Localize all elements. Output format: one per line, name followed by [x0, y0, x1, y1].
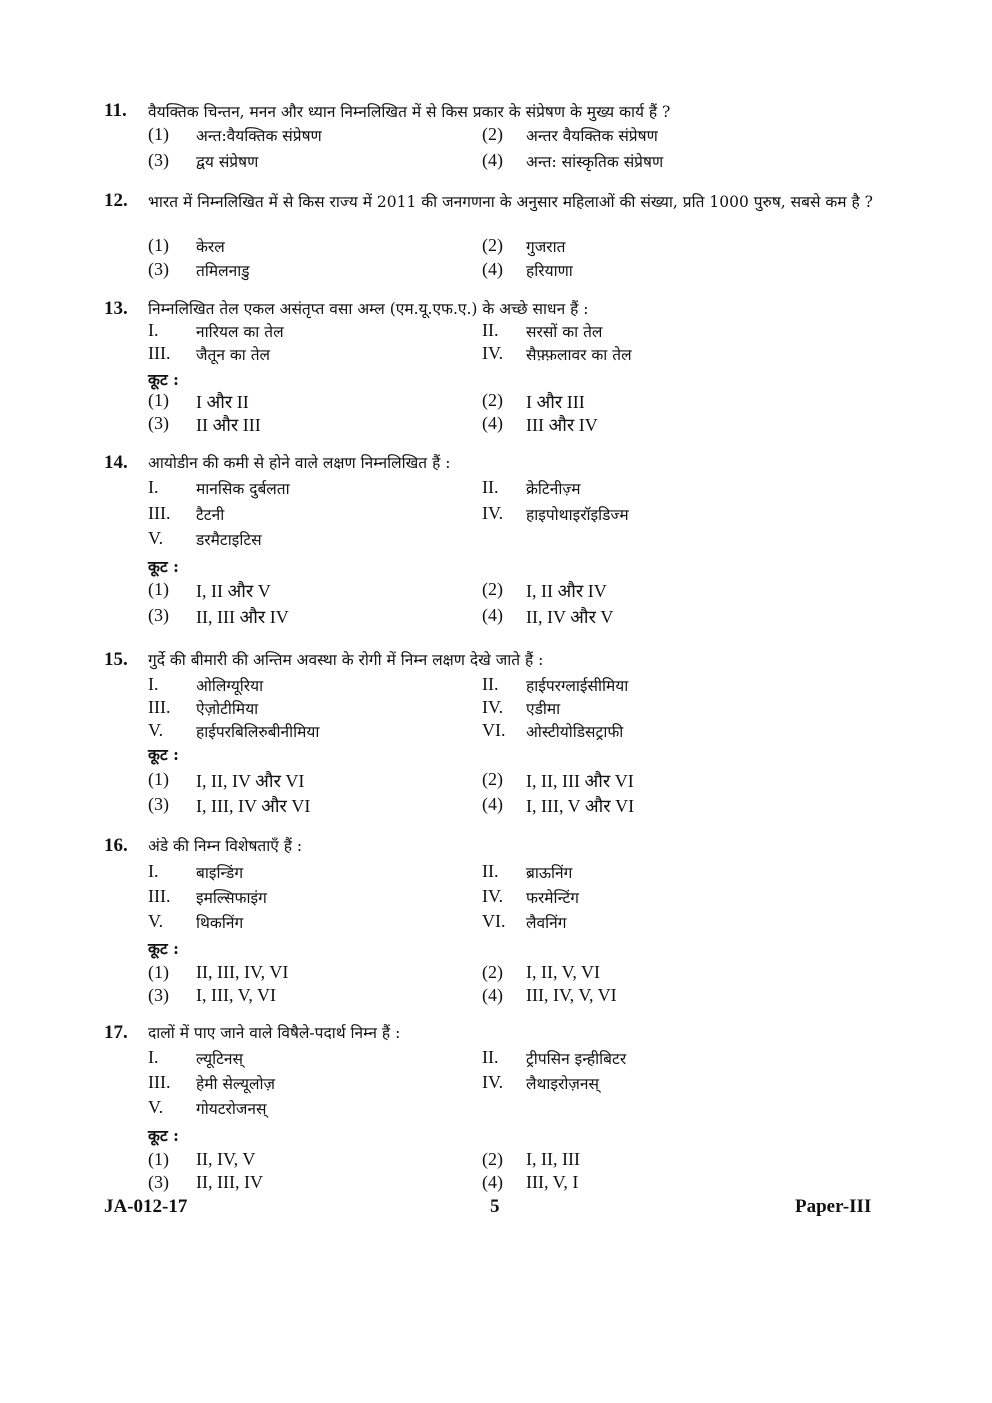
option-text: अन्त:वैयक्तिक संप्रेषण: [196, 127, 322, 145]
item-text: गोयटरोजनस्: [196, 1100, 267, 1118]
item-text: बाइन्डिंग: [196, 864, 244, 882]
option-label: (4): [482, 605, 503, 625]
question-text: निम्नलिखित तेल एकल असंतृप्त वसा अम्ल (एम.यू.एफ.ए.) के अच्छे साधन हैं :: [148, 300, 589, 318]
option-label: (3): [148, 605, 169, 625]
item-text: ओलिग्यूरिया: [196, 677, 264, 695]
item-text: जैतून का तेल: [196, 346, 271, 364]
item-label: IV.: [482, 503, 504, 523]
item-text: ट्रीपसिन इन्हीबिटर: [526, 1050, 627, 1068]
item-text: नारियल का तेल: [196, 323, 284, 341]
question-number: 14.: [104, 452, 128, 473]
item-label: II.: [482, 320, 499, 340]
options-row: [148, 413, 884, 437]
item-text: ओस्टीयोडिसट्राफी: [526, 723, 624, 741]
items-row: [148, 1047, 884, 1071]
page-number: 5: [490, 1196, 500, 1217]
options-row: [148, 794, 884, 818]
items-row: [148, 720, 884, 744]
koot-label: कूट :: [148, 370, 179, 389]
item-label: IV.: [482, 1072, 504, 1092]
option-text: केरल: [196, 238, 225, 256]
item-text: हाइपोथाइरॉइडिज्म: [526, 506, 629, 524]
question-text: अंडे की निम्न विशेषताएँ हैं :: [148, 837, 303, 855]
item-text: ब्राऊनिंग: [526, 864, 573, 882]
options-row: [148, 259, 884, 283]
item-text: टैटनी: [196, 506, 225, 524]
item-text: ल्यूटिनस्: [196, 1050, 243, 1068]
question-number: 16.: [104, 835, 128, 856]
items-row: [148, 343, 884, 367]
option-label: (2): [482, 124, 503, 144]
option-label: (2): [482, 769, 503, 789]
option-text: III, IV, V, VI: [526, 985, 617, 1005]
option-text: I, II, IV और VI: [196, 771, 305, 791]
option-text: I, II, V, VI: [526, 962, 601, 982]
option-label: (4): [482, 794, 503, 814]
option-text: II, IV, V: [196, 1149, 256, 1169]
items-row: [148, 911, 884, 935]
question-text: आयोडीन की कमी से होने वाले लक्षण निम्नलिखित हैं :: [148, 454, 451, 472]
option-text: I और III: [526, 392, 585, 412]
item-label: III.: [148, 697, 171, 717]
option-label: (3): [148, 150, 169, 170]
options-row: [148, 1172, 884, 1196]
item-label: III.: [148, 343, 171, 363]
option-label: (4): [482, 413, 503, 433]
item-label: I.: [148, 477, 159, 497]
option-text: I और II: [196, 392, 249, 412]
option-text: II, III और IV: [196, 607, 289, 627]
option-text: III, V, I: [526, 1172, 579, 1192]
option-label: (3): [148, 1172, 169, 1192]
items-row: [148, 503, 884, 527]
option-text: II, IV और V: [526, 607, 614, 627]
item-text: डरमैटाइटिस: [196, 531, 262, 549]
item-label: IV.: [482, 886, 504, 906]
option-label: (1): [148, 769, 169, 789]
options-row: [148, 769, 884, 793]
item-label: III.: [148, 886, 171, 906]
option-label: (1): [148, 124, 169, 144]
option-label: (1): [148, 1149, 169, 1169]
question-number: 15.: [104, 649, 128, 670]
option-label: (4): [482, 150, 503, 170]
item-label: I.: [148, 1047, 159, 1067]
item-text: थिकनिंग: [196, 914, 244, 932]
option-text: II, III, IV: [196, 1172, 263, 1192]
options-row: [148, 124, 884, 148]
items-row: [148, 1097, 884, 1121]
paper-label: Paper-III: [795, 1196, 872, 1217]
paper-code: JA-012-17: [104, 1196, 188, 1217]
koot-label: कूट :: [148, 745, 179, 764]
item-text: हेमी सेल्यूलोज़: [196, 1075, 276, 1093]
option-text: I, II, III: [526, 1149, 580, 1169]
question-number: 17.: [104, 1022, 128, 1043]
item-label: IV.: [482, 697, 504, 717]
option-text: I, III, V और VI: [526, 796, 635, 816]
item-text: सैफ़्फ़लावर का तेल: [526, 346, 632, 364]
item-text: सरसों का तेल: [526, 323, 603, 341]
item-label: V.: [148, 911, 164, 931]
option-label: (2): [482, 1149, 503, 1169]
options-row: [148, 150, 884, 174]
options-row: [148, 235, 884, 259]
item-label: V.: [148, 1097, 164, 1117]
options-row: [148, 985, 884, 1009]
question-number: 12.: [104, 190, 128, 211]
item-text: मानसिक दुर्बलता: [196, 480, 290, 498]
question-text: गुर्दे की बीमारी की अन्तिम अवस्था के रोगी में निम्न लक्षण देखे जाते हैं :: [148, 651, 544, 669]
item-label: III.: [148, 503, 171, 523]
option-text: III और IV: [526, 415, 598, 435]
items-row: [148, 886, 884, 910]
item-label: I.: [148, 320, 159, 340]
item-text: लैथाइरोज़नस्: [526, 1075, 599, 1093]
items-row: [148, 1072, 884, 1096]
option-label: (4): [482, 1172, 503, 1192]
option-label: (4): [482, 985, 503, 1005]
option-text: I, II, III और VI: [526, 771, 634, 791]
item-label: IV.: [482, 343, 504, 363]
item-label: II.: [482, 477, 499, 497]
option-text: I, II और IV: [526, 581, 607, 601]
item-label: VI.: [482, 720, 506, 740]
koot-label: कूट :: [148, 1126, 179, 1145]
options-row: [148, 1149, 884, 1173]
item-label: I.: [148, 861, 159, 881]
option-text: तमिलनाडु: [196, 262, 250, 280]
item-text: ऐज़ोटीमिया: [196, 700, 259, 718]
option-text: द्वय संप्रेषण: [196, 153, 259, 171]
item-label: VI.: [482, 911, 506, 931]
option-text: I, III, V, VI: [196, 985, 276, 1005]
option-label: (3): [148, 794, 169, 814]
koot-label: कूट :: [148, 939, 179, 958]
options-row: [148, 579, 884, 603]
option-label: (2): [482, 962, 503, 982]
items-row: [148, 861, 884, 885]
option-text: II और III: [196, 415, 261, 435]
item-label: II.: [482, 861, 499, 881]
item-text: एडीमा: [526, 700, 561, 718]
option-label: (2): [482, 235, 503, 255]
option-text: अन्तर वैयक्तिक संप्रेषण: [526, 127, 658, 145]
option-label: (3): [148, 985, 169, 1005]
option-label: (2): [482, 390, 503, 410]
option-label: (1): [148, 579, 169, 599]
items-row: [148, 528, 884, 552]
item-text: हाईपरग्लाईसीमिया: [526, 677, 629, 695]
items-row: [148, 477, 884, 501]
items-row: [148, 320, 884, 344]
question-number: 11.: [104, 100, 127, 121]
item-text: हाईपरबिलिरुबीनीमिया: [196, 723, 320, 741]
option-text: I, III, IV और VI: [196, 796, 311, 816]
option-text: II, III, IV, VI: [196, 962, 289, 982]
koot-label: कूट :: [148, 557, 179, 576]
item-label: V.: [148, 720, 164, 740]
question-text: भारत में निम्नलिखित में से किस राज्य में 2011 की जनगणना के अनुसार महिलाओं की संख्या, प्रति 1000 पुरुष, सबसे कम है ?: [148, 193, 873, 211]
question-text: वैयक्तिक चिन्तन, मनन और ध्यान निम्नलिखित में से किस प्रकार के संप्रेषण के मुख्य कार्य हैं ?: [148, 103, 671, 121]
items-row: [148, 674, 884, 698]
item-text: इमल्सिफाइंग: [196, 889, 267, 907]
option-label: (1): [148, 390, 169, 410]
option-text: गुजरात: [526, 238, 566, 256]
question-number: 13.: [104, 298, 128, 319]
item-text: क्रेटिनीज़्म: [526, 480, 581, 498]
item-label: II.: [482, 1047, 499, 1067]
item-label: I.: [148, 674, 159, 694]
item-text: फरमेन्टिंग: [526, 889, 579, 907]
item-text: लैवनिंग: [526, 914, 567, 932]
option-label: (3): [148, 413, 169, 433]
item-label: III.: [148, 1072, 171, 1092]
option-label: (3): [148, 259, 169, 279]
options-row: [148, 390, 884, 414]
option-label: (4): [482, 259, 503, 279]
option-text: I, II और V: [196, 581, 271, 601]
options-row: [148, 605, 884, 629]
item-label: V.: [148, 528, 164, 548]
option-text: अन्त: सांस्कृतिक संप्रेषण: [526, 153, 664, 171]
option-label: (1): [148, 235, 169, 255]
option-text: हरियाणा: [526, 262, 573, 280]
options-row: [148, 962, 884, 986]
option-label: (2): [482, 579, 503, 599]
item-label: II.: [482, 674, 499, 694]
items-row: [148, 697, 884, 721]
option-label: (1): [148, 962, 169, 982]
question-text: दालों में पाए जाने वाले विषैले-पदार्थ निम्न हैं :: [148, 1024, 401, 1042]
